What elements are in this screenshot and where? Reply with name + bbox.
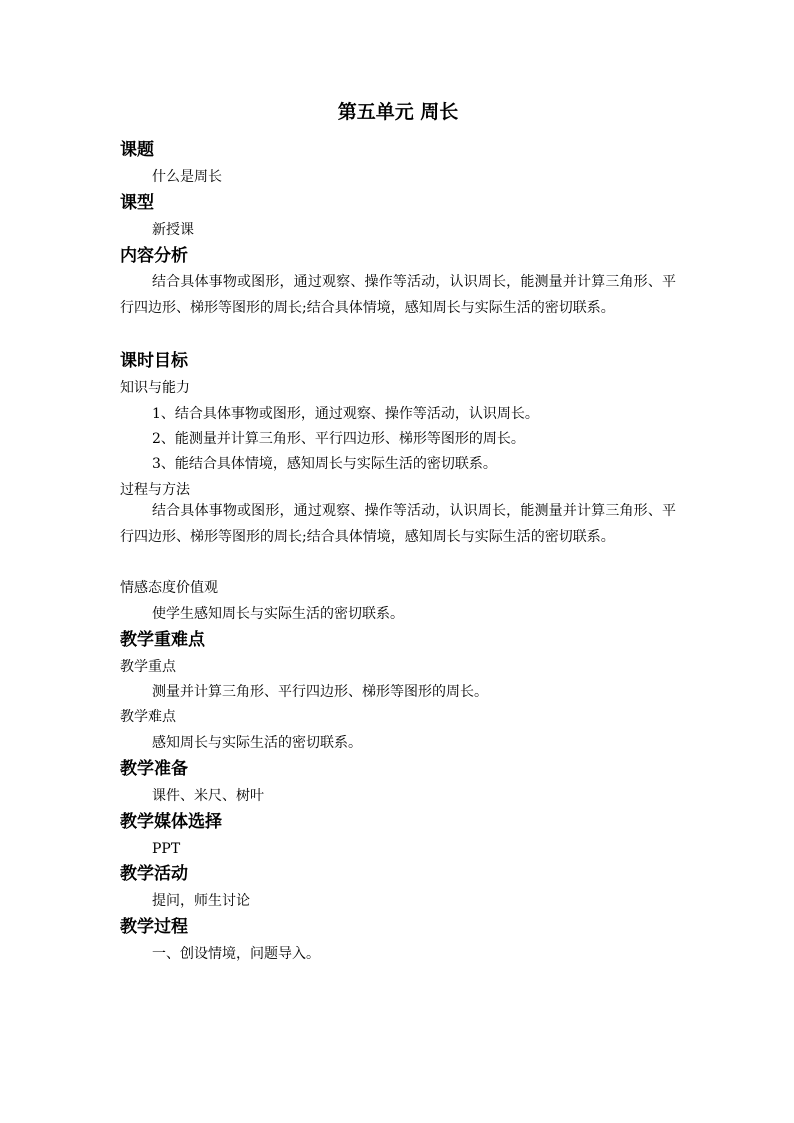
topic-text: 什么是周长 xyxy=(152,169,222,185)
activity-text: 提问，师生讨论 xyxy=(152,893,250,909)
heading-goals: 课时目标 xyxy=(120,351,188,371)
document-title: 第五单元 周长 xyxy=(337,101,459,123)
heading-topic: 课题 xyxy=(120,140,154,160)
heading-keypoints: 教学重难点 xyxy=(120,630,205,650)
difficulty-text: 感知周长与实际生活的密切联系。 xyxy=(152,735,362,751)
process-text: 一、创设情境，问题导入。 xyxy=(152,946,320,962)
heading-type: 课型 xyxy=(120,193,154,213)
knowledge-label: 知识与能力 xyxy=(120,380,190,396)
attitude-label: 情感态度价值观 xyxy=(120,580,218,596)
heading-process: 教学过程 xyxy=(120,917,188,937)
knowledge-item-1: 1、结合具体事物或图形，通过观察、操作等活动，认识周长。 xyxy=(152,406,539,422)
heading-analysis: 内容分析 xyxy=(120,246,188,266)
heading-activity: 教学活动 xyxy=(120,864,188,884)
process-method-label: 过程与方法 xyxy=(120,482,190,498)
attitude-text: 使学生感知周长与实际生活的密切联系。 xyxy=(152,606,404,622)
knowledge-item-2: 2、能测量并计算三角形、平行四边形、梯形等图形的周长。 xyxy=(152,431,525,447)
heading-media: 教学媒体选择 xyxy=(120,812,222,832)
analysis-paragraph: 结合具体事物或图形，通过观察、操作等活动，认识周长，能测量并计算三角形、平行四边形、梯形等图形的周长;结合具体情境，感知周长与实际生活的密切联系。 xyxy=(120,274,676,316)
difficulty-label: 教学难点 xyxy=(120,709,176,725)
focus-text: 测量并计算三角形、平行四边形、梯形等图形的周长。 xyxy=(152,684,488,700)
preparation-text: 课件、米尺、树叶 xyxy=(152,788,264,804)
heading-preparation: 教学准备 xyxy=(120,759,188,779)
process-method-paragraph: 结合具体事物或图形，通过观察、操作等活动，认识周长，能测量并计算三角形、平行四边形、梯形等图形的周长;结合具体情境，感知周长与实际生活的密切联系。 xyxy=(120,503,676,545)
type-text: 新授课 xyxy=(152,222,194,238)
focus-label: 教学重点 xyxy=(120,659,176,675)
media-text: PPT xyxy=(152,841,181,857)
knowledge-item-3: 3、能结合具体情境，感知周长与实际生活的密切联系。 xyxy=(152,456,497,472)
